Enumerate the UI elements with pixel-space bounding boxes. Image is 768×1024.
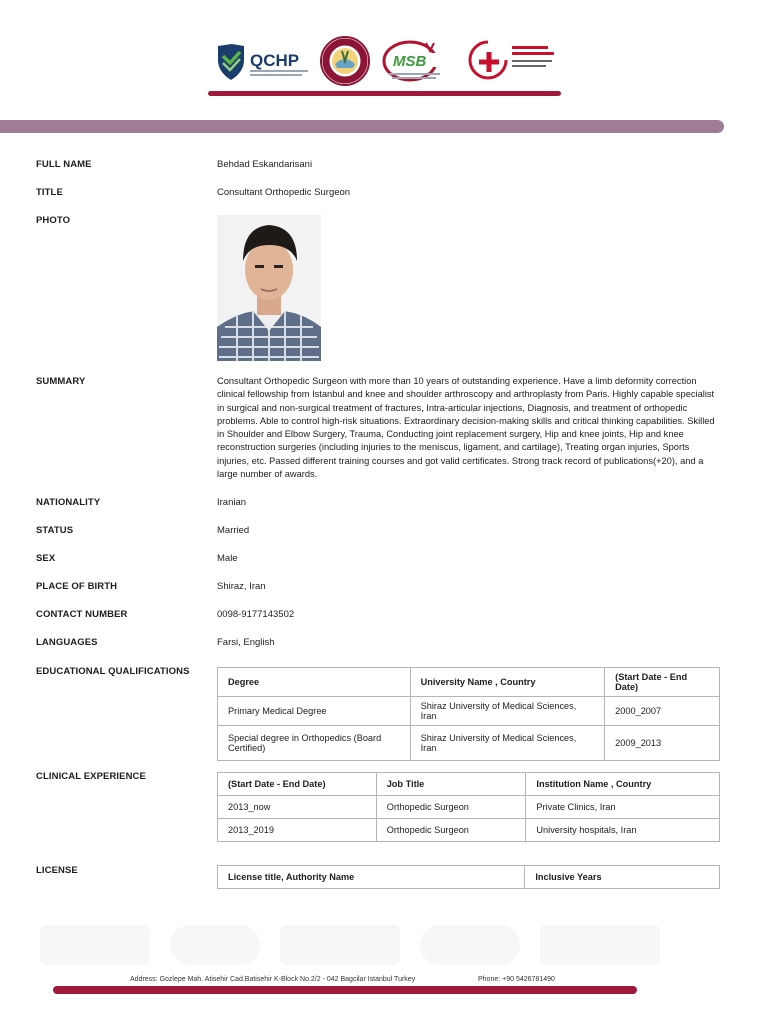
svg-text:MSB: MSB: [393, 53, 427, 70]
table-header-row: [218, 773, 720, 796]
column-header: Job Title: [376, 773, 526, 796]
table-row: [218, 819, 720, 842]
sex-label: SEX: [36, 553, 56, 564]
status-label: STATUS: [36, 525, 74, 536]
table-header-row: [218, 866, 720, 889]
table-cell: 2000_2007: [605, 697, 720, 726]
msb-logo: [382, 39, 462, 85]
table-cell: Special degree in Orthopedics (Board Certified): [218, 726, 411, 761]
contact-number-label: CONTACT NUMBER: [36, 609, 128, 620]
place-of-birth-value: Shiraz, Iran: [217, 581, 266, 592]
summary-label: SUMMARY: [36, 376, 86, 387]
table-row: [218, 697, 720, 726]
table-cell: Primary Medical Degree: [218, 697, 411, 726]
qchp-logo: [214, 42, 312, 82]
education-table: [217, 667, 720, 761]
header-logos: [214, 36, 564, 90]
table-cell: Orthopedic Surgeon: [376, 819, 526, 842]
table-cell: Orthopedic Surgeon: [376, 796, 526, 819]
footer-divider: [53, 986, 637, 994]
table-row: [218, 726, 720, 761]
footer-address: Address: Gozlepe Mah. Atisehir Cad.Batisehir K-Block No.2/2 - 042 Bagcilar Istanbul Turkey: [130, 976, 416, 983]
header-divider: [208, 91, 561, 96]
education-label: EDUCATIONAL QUALIFICATIONS: [36, 666, 190, 677]
table-cell: 2013_now: [218, 796, 377, 819]
table-cell: Shiraz University of Medical Sciences, Iran: [410, 726, 605, 761]
header-band: [0, 120, 724, 133]
license-label: LICENSE: [36, 865, 78, 876]
footer-phone: Phone: +90 5426781490: [478, 976, 555, 983]
table-cell: 2013_2019: [218, 819, 377, 842]
background-watermark: [40, 915, 680, 975]
column-header: (Start Date - End Date): [605, 668, 720, 697]
place-of-birth-label: PLACE OF BIRTH: [36, 581, 118, 592]
state-of-qatar-seal: [318, 36, 372, 86]
title-value: Consultant Orthopedic Surgeon: [217, 187, 351, 198]
summary-text: Consultant Orthopedic Surgeon with more than 10 years of outstanding experience. Have a limb deformity correction clinical fellowship from Istanbul and knee and shoulder arthroscopy and arthroplasty from Paris. Highly capable specialist in surgical and non-surgical treatment of fractures, Intra-articular injections, Diagnosis, and treatment of orthopedic problems. Able to control high-risk situations. Extraordinary decision-making skills and critical thinking capabilities. Skilled in Shoulder and Elbow Surgery, Trauma, Conducting joint replacement surgery, Hip and knee joints, Hip and knee reconstruction surgeries (including injuries to the meniscus, ligament, and cartilage), Treating organ injuries, Sports injuries, etc. Passed different training courses and got valid certificates. Strong track record of publications(+20), and a large number of awards.: [217, 376, 715, 480]
nationality-label: NATIONALITY: [36, 497, 101, 508]
table-cell: Shiraz University of Medical Sciences, Iran: [410, 697, 605, 726]
profile-photo: [217, 215, 321, 361]
title-label: TITLE: [36, 187, 63, 198]
table-cell: University hospitals, Iran: [526, 819, 720, 842]
languages-label: LANGUAGES: [36, 637, 98, 648]
table-cell: Private Clinics, Iran: [526, 796, 720, 819]
nationality-value: Iranian: [217, 497, 247, 508]
license-table: [217, 865, 720, 889]
column-header: University Name , Country: [410, 668, 605, 697]
photo-label: PHOTO: [36, 215, 71, 226]
table-row: [218, 796, 720, 819]
column-header: Inclusive Years: [525, 866, 720, 889]
full-name-value: Behdad Eskandarisani: [217, 159, 313, 170]
column-header: (Start Date - End Date): [218, 773, 377, 796]
contact-number-value: 0098-9177143502: [217, 609, 295, 620]
full-name-label: FULL NAME: [36, 159, 92, 170]
sex-value: Male: [217, 553, 238, 564]
table-cell: 2009_2013: [605, 726, 720, 761]
column-header: Degree: [218, 668, 411, 697]
svg-text:QCHP: QCHP: [250, 51, 300, 70]
experience-table: [217, 772, 720, 842]
status-value: Married: [217, 525, 250, 536]
oman-moh-logo: [468, 38, 564, 84]
languages-value: Farsi, English: [217, 637, 275, 648]
table-header-row: [218, 668, 720, 697]
experience-label: CLINICAL EXPERIENCE: [36, 771, 146, 782]
column-header: Institution Name , Country: [526, 773, 720, 796]
column-header: License title, Authority Name: [218, 866, 525, 889]
